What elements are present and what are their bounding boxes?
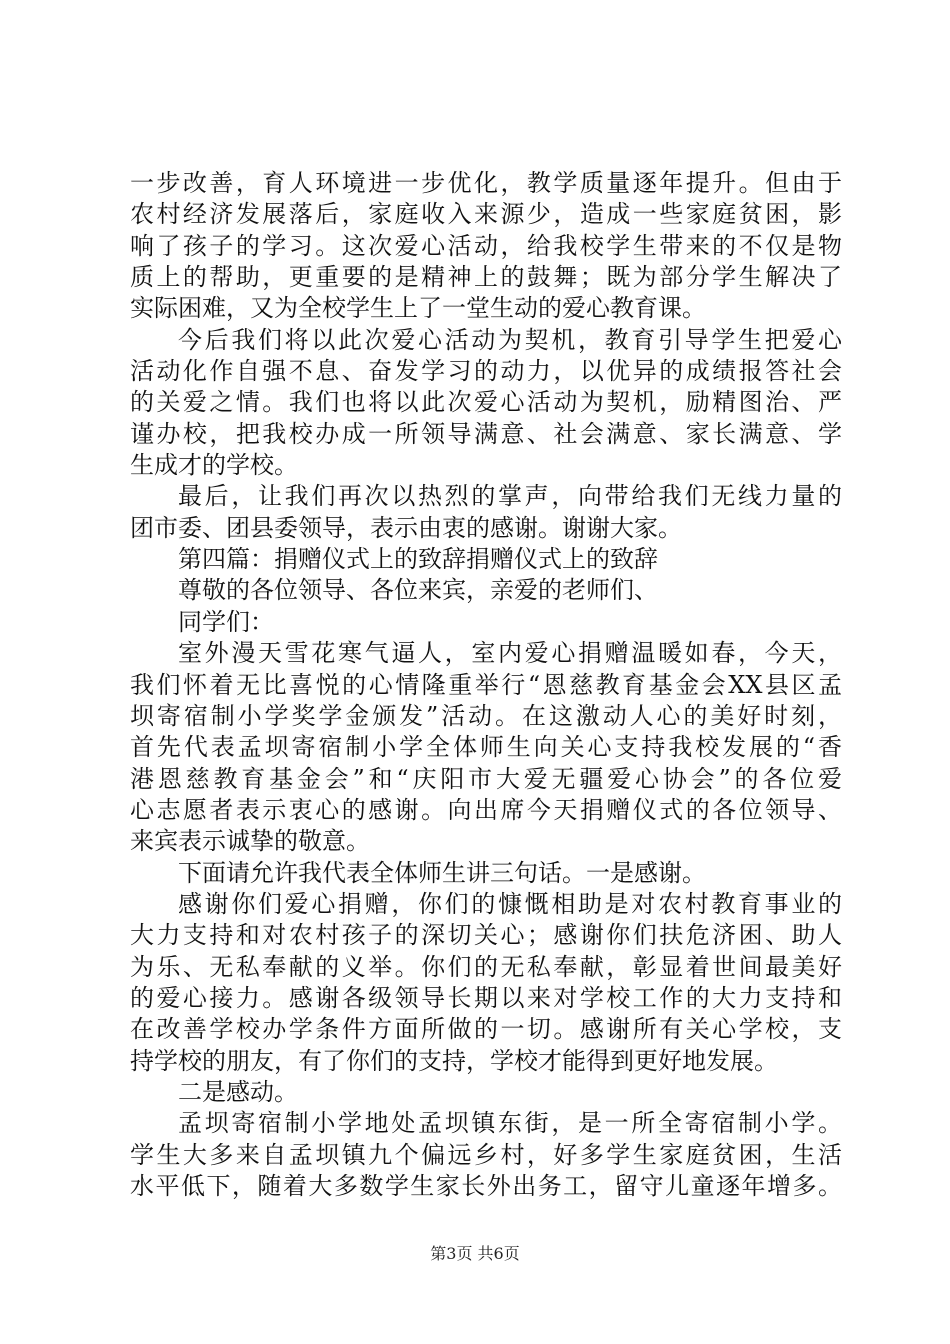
text-line: 心志愿者表示衷心的感谢。向出席今天捐赠仪式的各位领导、: [130, 795, 842, 824]
text-line: 的关爱之情。我们也将以此次爱心活动为契机，励精图治、严: [130, 388, 842, 417]
text-line: 今后我们将以此次爱心活动为契机，教育引导学生把爱心: [178, 325, 842, 354]
text-line: 我们怀着无比喜悦的心情隆重举行“恩慈教育基金会XX县区孟: [130, 670, 842, 699]
text-line: 尊敬的各位领导、各位来宾，亲爱的老师们、: [178, 576, 658, 605]
text-line: 感谢你们爱心捐赠，你们的慷慨相助是对农村教育事业的: [178, 889, 842, 918]
text-line: 团市委、团县委领导，表示由衷的感谢。谢谢大家。: [130, 513, 682, 542]
text-line: 响了孩子的学习。这次爱心活动，给我校学生带来的不仅是物: [130, 231, 842, 260]
text-line: 谨办校，把我校办成一所领导满意、社会满意、家长满意、学: [130, 419, 842, 448]
text-line: 大力支持和对农村孩子的深切关心；感谢你们扶危济困、助人: [130, 921, 842, 950]
text-line: 坝寄宿制小学奖学金颁发”活动。在这激动人心的美好时刻，: [130, 701, 842, 730]
text-line: 一步改善，育人环境进一步优化，教学质量逐年提升。但由于: [130, 169, 842, 197]
text-line: 来宾表示诚挚的敬意。: [130, 827, 370, 856]
text-line: 同学们：: [178, 607, 274, 636]
document-body: [130, 168, 842, 1202]
text-line: 首先代表孟坝寄宿制小学全体师生向关心支持我校发展的“香: [130, 733, 842, 762]
text-line: 在改善学校办学条件方面所做的一切。感谢所有关心学校，支: [130, 1015, 842, 1044]
text-line: 孟坝寄宿制小学地处孟坝镇东街，是一所全寄宿制小学。: [178, 1109, 842, 1138]
text-line: 活动化作自强不息、奋发学习的动力，以优异的成绩报答社会: [130, 357, 842, 386]
text-line: 农村经济发展落后，家庭收入来源少，造成一些家庭贫困，影: [130, 200, 842, 229]
page-number-label: 第3页 共6页: [430, 1244, 520, 1263]
text-line: 学生大多来自孟坝镇九个偏远乡村，好多学生家庭贫困，生活: [130, 1140, 842, 1169]
text-line: 第四篇：捐赠仪式上的致辞捐赠仪式上的致辞: [178, 545, 658, 574]
text-line: 实际困难，又为全校学生上了一堂生动的爱心教育课。: [130, 294, 706, 323]
text-line: 质上的帮助，更重要的是精神上的鼓舞；既为部分学生解决了: [130, 263, 842, 292]
text-line: 水平低下，随着大多数学生家长外出务工，留守儿童逐年增多。: [130, 1172, 842, 1200]
text-line: 二是感动。: [178, 1077, 298, 1106]
page-footer: [0, 1244, 950, 1264]
text-line: 室外漫天雪花寒气逼人，室内爱心捐赠温暖如春，今天，: [178, 639, 842, 668]
text-line: 的爱心接力。感谢各级领导长期以来对学校工作的大力支持和: [130, 983, 842, 1012]
text-line: 下面请允许我代表全体师生讲三句话。一是感谢。: [178, 858, 706, 887]
text-line: 港恩慈教育基金会”和“庆阳市大爱无疆爱心协会”的各位爱: [130, 764, 842, 793]
text-line: 最后，让我们再次以热烈的掌声，向带给我们无线力量的: [178, 482, 842, 511]
text-line: 生成才的学校。: [130, 451, 298, 480]
text-line: 为乐、无私奉献的义举。你们的无私奉献，彰显着世间最美好: [130, 952, 842, 981]
text-line: 持学校的朋友，有了你们的支持，学校才能得到更好地发展。: [130, 1046, 778, 1075]
